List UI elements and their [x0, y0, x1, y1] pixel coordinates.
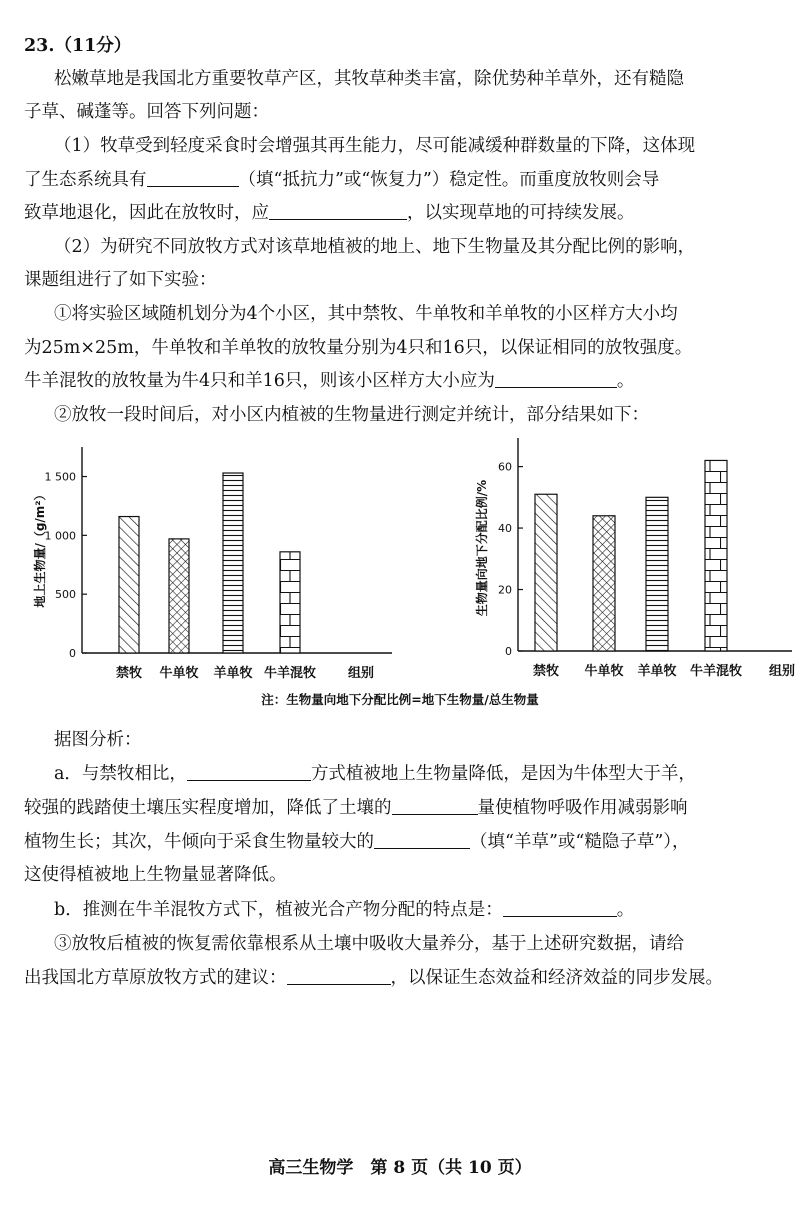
analysis-a-text-6: （填“羊草”或“糙隐子草”）， — [470, 832, 690, 852]
part1-line-2 — [24, 168, 780, 192]
part1-text-b: （填“抵抗力”或“恢复力”）稳定性。而重度放牧则会导 — [238, 170, 660, 190]
part1-line-3 — [24, 201, 780, 225]
answer-blank-1[interactable] — [147, 168, 239, 187]
category-label: 禁牧 — [115, 666, 143, 681]
answer-blank-7[interactable] — [503, 898, 617, 917]
chart-note: 注：生物量向地下分配比例=地下生物量/总生物量 — [261, 692, 539, 707]
step1-text-a: 牛羊混牧的放牧量为牛4只和羊16只，则该小区样方大小应为 — [24, 371, 495, 391]
step3-line-2 — [24, 966, 780, 990]
step1-line-1: ①将实验区域随机划分为4个小区，其中禁牧、牛单牧和羊单牧的小区样方大小均 — [54, 304, 678, 324]
category-label: 羊单牧 — [213, 666, 253, 681]
bar-1 — [119, 517, 139, 653]
analysis-a-line-2 — [24, 796, 780, 820]
step2-line: ②放牧一段时间后，对小区内植被的生物量进行测定并统计，部分结果如下： — [54, 405, 649, 425]
category-label: 牛单牧 — [159, 666, 199, 681]
y-tick-label: 500 — [55, 588, 76, 602]
y-tick-label: 0 — [505, 645, 512, 658]
y-tick-label: 1 500 — [44, 470, 76, 484]
analysis-a-text-4: 量使植物呼吸作用减弱影响 — [477, 798, 688, 818]
bar-4 — [280, 552, 300, 653]
category-label: 牛羊混牧 — [689, 664, 743, 679]
step3-text-1: 出我国北方草原放牧方式的建议： — [24, 968, 287, 988]
x-axis-label: 组别 — [768, 664, 796, 679]
part2-line-1: （2）为研究不同放牧方式对该草地植被的地上、地下生物量及其分配比例的影响， — [54, 237, 696, 257]
analysis-b-line — [54, 898, 780, 922]
analysis-heading: 据图分析： — [54, 730, 142, 750]
bar-1 — [535, 494, 557, 651]
analysis-b-text-1: b．推测在牛羊混牧方式下，植被光合产物分配的特点是： — [54, 900, 503, 920]
part1-text-c: 致草地退化，因此在放牧时，应 — [24, 203, 269, 223]
analysis-b-text-2: 。 — [616, 900, 635, 920]
analysis-a-line-1 — [54, 762, 780, 786]
intro-line-2: 子草、碱蓬等。回答下列问题： — [24, 102, 269, 122]
y-axis-label: 生物量向地下分配比例/% — [475, 479, 489, 617]
bar-3 — [646, 497, 668, 651]
category-label: 禁牧 — [532, 664, 560, 679]
question-number: 23.（11分） — [24, 36, 132, 56]
bar-2 — [169, 539, 189, 653]
part2-line-2: 课题组进行了如下实验： — [24, 270, 217, 290]
y-tick-label: 0 — [69, 647, 76, 660]
category-label: 牛羊混牧 — [263, 666, 317, 681]
answer-blank-4[interactable] — [187, 762, 311, 781]
analysis-a-line-3 — [24, 830, 780, 854]
x-axis-label: 组别 — [347, 666, 375, 681]
analysis-a-text-2: 方式植被地上生物量降低，是因为牛体型大于羊， — [310, 764, 696, 784]
analysis-a-line-4: 这使得植被地上生物量显著降低。 — [24, 865, 287, 885]
analysis-a-text-5: 植物生长；其次，牛倾向于采食生物量较大的 — [24, 832, 374, 852]
part1-line-1: （1）牧草受到轻度采食时会增强其再生能力，尽可能减缓种群数量的下降，这体现 — [54, 136, 696, 156]
part1-text-d: ，以实现草地的可持续发展。 — [407, 203, 635, 223]
answer-blank-3[interactable] — [495, 369, 617, 388]
answer-blank-2[interactable] — [269, 201, 407, 220]
analysis-a-text-1: a．与禁牧相比， — [54, 764, 187, 784]
category-label: 牛单牧 — [584, 664, 624, 679]
step3-text-2: ，以保证生态效益和经济效益的同步发展。 — [390, 968, 723, 988]
answer-blank-5[interactable] — [392, 796, 478, 815]
bar-2 — [593, 516, 615, 651]
aboveground-biomass-chart — [20, 438, 400, 688]
y-tick-label: 20 — [498, 583, 512, 597]
step3-line-1: ③放牧后植被的恢复需依靠根系从土壤中吸收大量养分，基于上述研究数据，请给 — [54, 934, 684, 954]
y-tick-label: 1 000 — [44, 529, 76, 543]
underground-ratio-chart — [420, 438, 800, 688]
y-tick-label: 40 — [498, 522, 512, 536]
y-axis-label: 地上生物量/（g/m²） — [33, 488, 47, 608]
intro-line-1: 松嫩草地是我国北方重要牧草产区，其牧草种类丰富，除优势种羊草外，还有糙隐 — [54, 69, 684, 89]
step1-text-b: 。 — [616, 371, 635, 391]
y-tick-label: 60 — [498, 460, 512, 474]
bar-3 — [223, 473, 243, 653]
part1-text-a: 了生态系统具有 — [24, 170, 147, 190]
analysis-a-text-3: 较强的践踏使土壤压实程度增加，降低了土壤的 — [24, 798, 392, 818]
category-label: 羊单牧 — [637, 664, 677, 679]
bar-4 — [705, 460, 727, 651]
page-footer: 高三生物学 第 8 页（共 10 页） — [268, 1158, 532, 1178]
answer-blank-6[interactable] — [374, 830, 470, 849]
answer-blank-8[interactable] — [287, 966, 391, 985]
step1-line-3 — [24, 369, 780, 393]
step1-line-2: 为25m×25m，牛单牧和羊单牧的放牧量分别为4只和16只，以保证相同的放牧强度。 — [24, 338, 693, 358]
